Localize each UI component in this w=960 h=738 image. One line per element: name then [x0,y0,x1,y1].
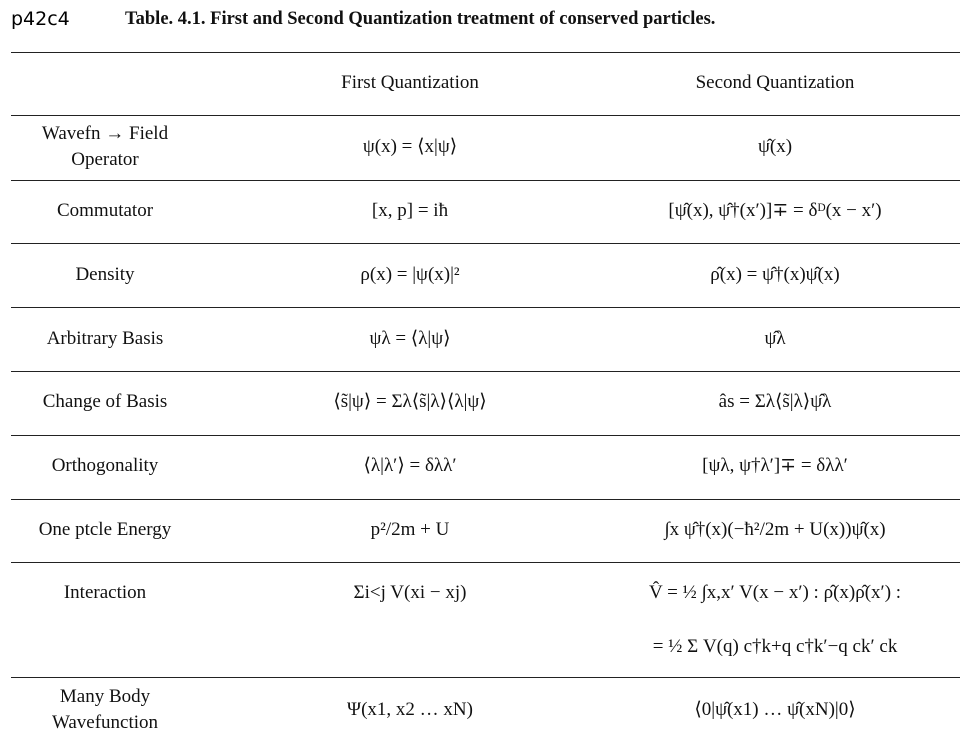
table-top-rule [11,52,960,53]
row-label: One ptcle Energy [38,519,172,540]
second-quantization-cell: ∫x ψ̂†(x)(−ħ²/2m + U(x))ψ̂(x) [664,519,886,540]
second-quantization-cell: ρ̂(x) = ψ̂†(x)ψ̂(x) [710,264,840,285]
column-header-first-quantization: First Quantization [341,72,479,93]
table-caption: Table. 4.1. First and Second Quantization treatment of conserved particles. [125,9,716,29]
first-quantization-cell: ⟨s̃|ψ⟩ = Σλ⟨s̃|λ⟩⟨λ|ψ⟩ [333,391,487,412]
row-label: Density [75,264,135,285]
first-quantization-cell: p²/2m + U [370,519,450,540]
row-divider [11,677,960,678]
header-rule [11,115,960,116]
row-label: Commutator [56,200,154,221]
row-divider [11,243,960,244]
first-quantization-cell: ψλ = ⟨λ|ψ⟩ [369,328,451,349]
first-quantization-cell: Ψ(x1, x2 … xN) [347,699,473,720]
column-header-second-quantization: Second Quantization [695,72,855,93]
row-divider [11,307,960,308]
row-label: Arbitrary Basis [46,328,164,349]
first-quantization-cell: Σi<j V(xi − xj) [353,582,467,603]
row-label: Many Body Wavefunction [51,686,159,733]
row-divider [11,562,960,563]
second-quantization-cell: ψ̂λ [764,328,786,349]
second-quantization-cell: ψ̂(x) [757,136,793,157]
second-quantization-cell: âs = Σλ⟨s̃|λ⟩ψ̂λ [718,391,832,412]
first-quantization-cell: [x, p] = iħ [371,200,449,221]
row-divider [11,371,960,372]
second-quantization-cell: ⟨0|ψ̂(x1) … ψ̂(xN)|0⟩ [694,699,856,720]
second-quantization-cell: V̂ = ½ ∫x,x′ V(x − x′) : ρ̂(x)ρ̂(x′) : [648,582,902,603]
first-quantization-cell: ψ(x) = ⟨x|ψ⟩ [362,136,458,157]
first-quantization-cell: ⟨λ|λ′⟩ = δλλ′ [363,455,457,476]
row-divider [11,499,960,500]
page-label: p42c4 [11,8,70,30]
row-label: Wavefn → Field Operator [41,123,169,170]
second-quantization-cell: [ψ̂(x), ψ̂†(x′)]∓ = δᴰ(x − x′) [668,200,882,221]
second-quantization-cell-line2: = ½ Σ V(q) c†k+q c†k′−q ck′ ck [652,636,898,657]
row-label: Interaction [63,582,147,603]
row-divider [11,435,960,436]
second-quantization-cell: [ψλ, ψ†λ′]∓ = δλλ′ [702,455,848,476]
row-divider [11,180,960,181]
first-quantization-cell: ρ(x) = |ψ(x)|² [360,264,460,285]
row-label: Change of Basis [42,391,168,412]
row-label: Orthogonality [51,455,159,476]
